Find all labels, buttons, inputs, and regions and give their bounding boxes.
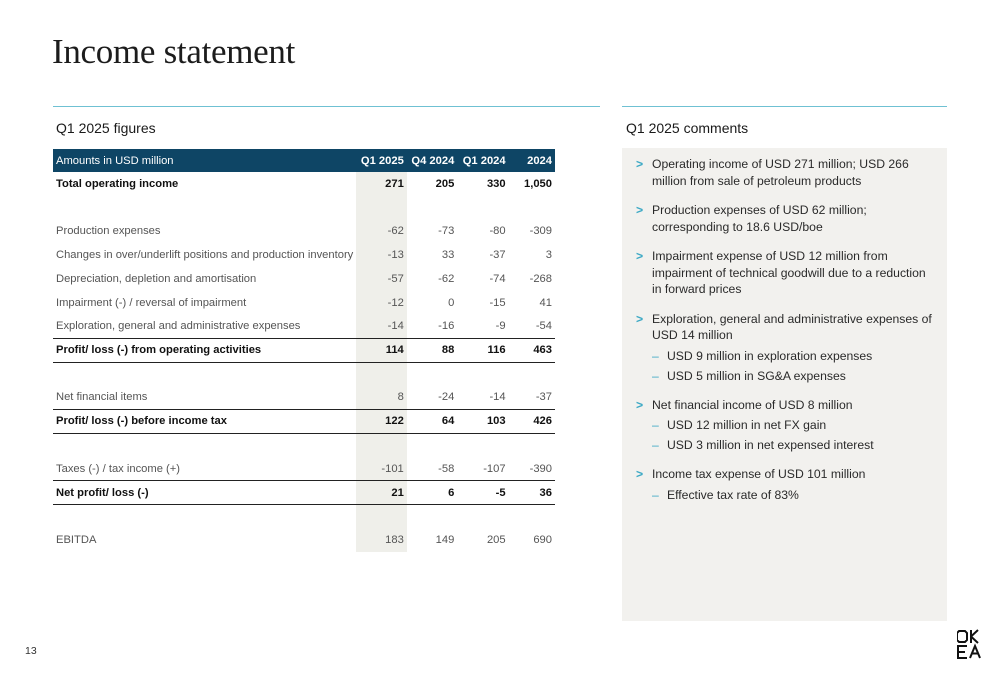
cell-q1-2025: 21: [356, 481, 407, 505]
cell-q1-2025: 8: [356, 386, 407, 410]
table-spacer-row: [53, 362, 555, 386]
cell-q1-2024: -107: [483, 462, 506, 475]
cell-2024: [509, 433, 555, 457]
cell-q4-2024: [407, 433, 458, 457]
cell-q1-2025: [356, 196, 407, 220]
cell-q4-2024: [407, 196, 458, 220]
row-label: [53, 362, 356, 386]
row-label: Depreciation, depletion and amortisation: [56, 272, 257, 285]
header-q1-2024: Q1 2024: [457, 149, 508, 172]
row-label: [53, 433, 356, 457]
cell-q1-2025: 122: [356, 410, 407, 434]
cell-2024: 426: [509, 410, 555, 434]
cell-2024: -37: [535, 391, 552, 404]
dash-icon: –: [652, 438, 659, 452]
comment-sub-text: USD 5 million in SG&A expenses: [667, 368, 846, 383]
cell-2024: -54: [535, 320, 552, 333]
cell-q1-2024: [457, 505, 508, 529]
comment-sub-text: USD 9 million in exploration expenses: [667, 348, 873, 363]
row-label: Impairment (-) / reversal of impairment: [56, 296, 247, 309]
figures-heading: Q1 2025 figures: [56, 120, 156, 136]
cell-q4-2024: -73: [438, 225, 455, 238]
cell-q1-2025: -12: [356, 291, 407, 315]
cell-q1-2025: 271: [356, 172, 407, 196]
table-header-row: [53, 149, 555, 172]
chevron-right-icon: >: [636, 397, 644, 412]
cell-q4-2024: -58: [438, 462, 455, 475]
row-label: [53, 505, 356, 529]
cell-2024: -390: [529, 462, 552, 475]
cell-q4-2024: [407, 362, 458, 386]
cell-q1-2024: [457, 433, 508, 457]
comment-bullet: [636, 248, 935, 298]
comment-bullet: [636, 156, 935, 189]
cell-2024: 3: [545, 249, 552, 262]
cell-q1-2024: 116: [457, 338, 508, 362]
page-title: Income statement: [52, 32, 296, 71]
chevron-right-icon: >: [636, 311, 644, 326]
comment-sub-item: [652, 348, 935, 364]
cell-q4-2024: 88: [407, 338, 458, 362]
cell-q1-2025: 114: [356, 338, 407, 362]
cell-2024: [509, 505, 555, 529]
cell-2024: -268: [529, 272, 552, 285]
row-label: Exploration, general and administrative expenses: [56, 320, 301, 333]
cell-q1-2024: -9: [495, 320, 506, 333]
cell-q4-2024: -16: [438, 320, 455, 333]
comment-bullet: [636, 466, 935, 503]
chevron-right-icon: >: [636, 157, 644, 171]
table-row: [53, 410, 555, 434]
cell-q1-2025: -57: [356, 267, 407, 291]
okea-logo: [957, 629, 981, 659]
table-row: [53, 386, 555, 410]
dash-icon: –: [652, 348, 659, 363]
cell-q4-2024: 205: [435, 177, 455, 190]
cell-q4-2024: -24: [438, 391, 455, 404]
table-row: [53, 220, 555, 244]
cell-q1-2025: -101: [356, 457, 407, 481]
row-label: [53, 196, 356, 220]
table-row: [53, 338, 555, 362]
cell-2024: 690: [533, 534, 552, 547]
table-spacer-row: [53, 505, 555, 529]
comment-sub-item: [652, 487, 935, 503]
cell-2024: [509, 196, 555, 220]
row-label: EBITDA: [56, 534, 97, 547]
chevron-right-icon: >: [636, 249, 644, 263]
cell-q1-2025: -13: [356, 243, 407, 267]
comment-text: Income tax expense of USD 101 million: [652, 467, 866, 481]
row-label: Net profit/ loss (-): [53, 481, 356, 505]
cell-q1-2025: [356, 433, 407, 457]
table-row: [53, 267, 555, 291]
cell-q1-2024: 205: [486, 534, 506, 547]
row-label: Changes in over/underlift positions and production inventory: [56, 249, 354, 262]
cell-q1-2025: -14: [356, 315, 407, 339]
comment-bullet: [636, 397, 935, 454]
comment-sub-text: USD 3 million in net expensed interest: [667, 438, 874, 452]
cell-q1-2024: -15: [489, 296, 506, 309]
row-label: Taxes (-) / tax income (+): [56, 462, 181, 475]
right-section-rule: [622, 106, 947, 107]
cell-2024: 463: [509, 338, 555, 362]
comment-bullet: [636, 311, 935, 384]
cell-q1-2024: [457, 196, 508, 220]
cell-q1-2025: [356, 505, 407, 529]
comment-sub-item: [652, 437, 935, 453]
header-2024: 2024: [509, 149, 555, 172]
table-row: [53, 315, 555, 339]
cell-q4-2024: [407, 505, 458, 529]
row-label: Net financial items: [56, 391, 148, 404]
cell-q4-2024: 64: [407, 410, 458, 434]
income-statement-table: [53, 149, 555, 552]
header-q1-2025: Q1 2025: [356, 149, 407, 172]
table-row: [53, 291, 555, 315]
dash-icon: –: [652, 368, 659, 383]
table-row: [53, 481, 555, 505]
cell-q4-2024: -62: [438, 272, 455, 285]
table-row: [53, 528, 555, 552]
cell-q4-2024: 6: [407, 481, 458, 505]
row-label: Profit/ loss (-) before income tax: [53, 410, 356, 434]
left-section-rule: [53, 106, 600, 107]
comments-panel: [622, 148, 947, 621]
comment-sub-item: [652, 417, 935, 433]
cell-q1-2024: -80: [489, 225, 506, 238]
comment-text: Net financial income of USD 8 million: [652, 397, 853, 412]
dash-icon: –: [652, 418, 659, 432]
header-q4-2024: Q4 2024: [407, 149, 458, 172]
cell-q4-2024: 149: [435, 534, 455, 547]
cell-q1-2024: 103: [457, 410, 508, 434]
dash-icon: –: [652, 487, 659, 502]
comment-text: Production expenses of USD 62 million; corresponding to 18.6 USD/boe: [652, 203, 867, 234]
cell-2024: 1,050: [524, 177, 552, 190]
cell-q1-2024: -14: [489, 391, 506, 404]
cell-q1-2024: 330: [486, 177, 506, 190]
comment-bullet: [636, 202, 935, 235]
cell-q4-2024: 0: [448, 296, 455, 309]
chevron-right-icon: >: [636, 467, 644, 481]
table-spacer-row: [53, 196, 555, 220]
cell-2024: 41: [539, 296, 552, 309]
table-row: [53, 457, 555, 481]
cell-q1-2025: -62: [356, 220, 407, 244]
row-label: Total operating income: [56, 177, 179, 190]
table-row: [53, 243, 555, 267]
cell-2024: [509, 362, 555, 386]
table-row: [53, 172, 555, 196]
comment-text: Impairment expense of USD 12 million from impairment of technical goodwill due to a reduction in forward prices: [652, 249, 926, 296]
chevron-right-icon: >: [636, 203, 644, 217]
cell-2024: 36: [509, 481, 555, 505]
cell-q1-2024: -5: [457, 481, 508, 505]
row-label: Profit/ loss (-) from operating activities: [53, 338, 356, 362]
comment-sub-text: USD 12 million in net FX gain: [667, 418, 827, 432]
cell-q1-2025: 183: [356, 528, 407, 552]
comment-sub-item: [652, 368, 935, 384]
cell-q4-2024: 33: [441, 249, 455, 262]
cell-q1-2024: -37: [489, 249, 506, 262]
cell-q1-2025: [356, 362, 407, 386]
cell-2024: -309: [529, 225, 552, 238]
comment-sub-text: Effective tax rate of 83%: [667, 487, 799, 502]
page-number: 13: [25, 645, 37, 657]
row-label: Production expenses: [56, 225, 161, 238]
table-spacer-row: [53, 433, 555, 457]
cell-q1-2024: -74: [489, 272, 506, 285]
comments-heading: Q1 2025 comments: [626, 120, 749, 136]
cell-q1-2024: [457, 362, 508, 386]
header-amounts: Amounts in USD million: [53, 149, 356, 172]
comment-text: Operating income of USD 271 million; USD 266 million from sale of petroleum products: [652, 157, 909, 188]
comment-text: Exploration, general and administrative expenses of USD 14 million: [652, 311, 932, 342]
